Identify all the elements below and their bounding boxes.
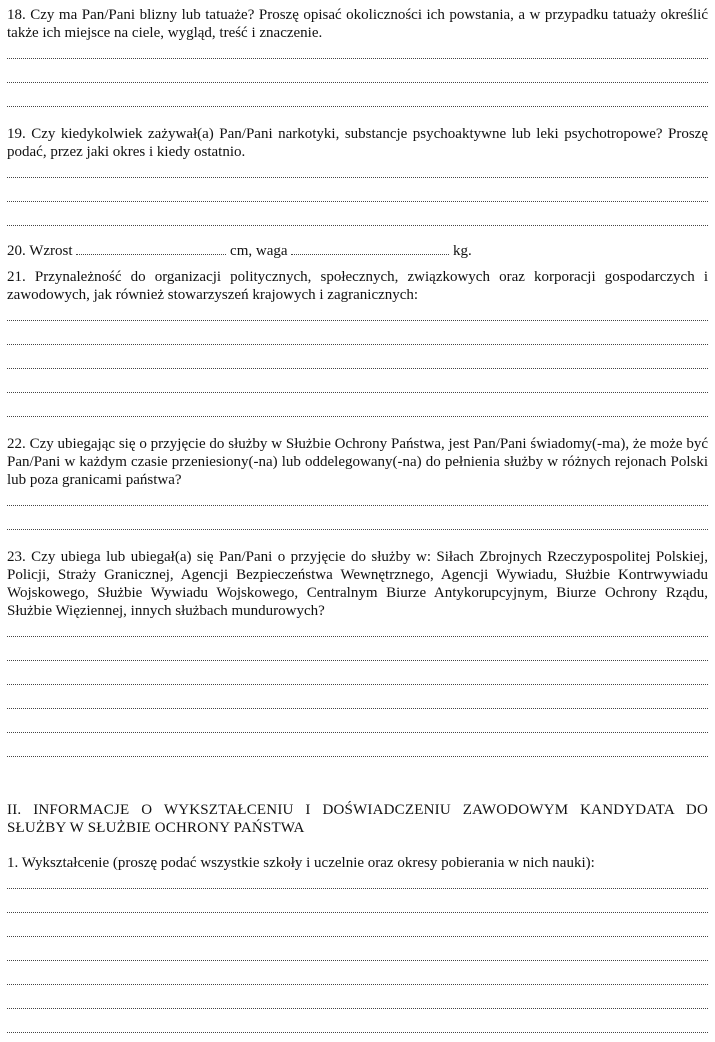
answer-line[interactable] — [7, 83, 708, 107]
answer-line[interactable] — [7, 393, 708, 417]
answer-line[interactable] — [7, 961, 708, 985]
question-18 — [7, 6, 708, 107]
question-18-text: 18. Czy ma Pan/Pani blizny lub tatuaże? Proszę opisać okoliczności ich powstania, a w przypadku tatuaży określić także ich miejsce na ciele, wygląd, treść i znaczenie. — [7, 7, 708, 41]
answer-line[interactable] — [7, 620, 708, 637]
answer-line[interactable] — [7, 489, 708, 506]
question-20-height-unit: cm, waga — [230, 243, 288, 259]
section-2-question-1-text: 1. Wykształcenie (proszę podać wszystkie szkoły i uczelnie oraz okresy pobierania w nich nauki): — [7, 855, 595, 871]
answer-line[interactable] — [7, 161, 708, 178]
answer-line[interactable] — [7, 506, 708, 530]
question-23-text: 23. Czy ubiega lub ubiegał(a) się Pan/Pani o przyjęcie do służby w: Siłach Zbrojnych Rzeczypospolitej Polskiej, Policji, Straży Granicznej, Agencji Bezpieczeństwa Wewnętrznego, Agencji Wywiadu, Służbie Kontrwywiadu Wojskowego, Służbie Wywiadu Wojskowego, Centralnym Biurze Antykorupcyjnym, Biurze Ochrony Rządu, Służbie Więziennej, innych służbach mundurowych? — [7, 549, 708, 619]
answer-line[interactable] — [7, 345, 708, 369]
question-21-text: 21. Przynależność do organizacji politycznych, społecznych, związkowych oraz korporacji gospodarczych i zawodowych, jak również stowarzyszeń krajowych i zagranicznych: — [7, 269, 708, 303]
question-23 — [7, 548, 708, 757]
answer-line[interactable] — [7, 985, 708, 1009]
answer-line[interactable] — [7, 872, 708, 889]
answer-line[interactable] — [7, 59, 708, 83]
question-21 — [7, 268, 708, 417]
answer-line[interactable] — [7, 889, 708, 913]
question-20-weight-unit: kg. — [453, 243, 472, 259]
height-field[interactable] — [76, 242, 226, 255]
question-19-text: 19. Czy kiedykolwiek zażywał(a) Pan/Pani narkotyki, substancje psychoaktywne lub leki psychotropowe? Proszę podać, przez jaki okres i kiedy ostatnio. — [7, 126, 708, 160]
question-22 — [7, 435, 708, 530]
answer-line[interactable] — [7, 661, 708, 685]
section-2-title: II. INFORMACJE O WYKSZTAŁCENIU I DOŚWIADCZENIU ZAWODOWYM KANDYDATA DO SŁUŻBY W SŁUŻBIE OCHRONY PAŃSTWA — [7, 802, 708, 836]
question-20 — [7, 242, 708, 266]
weight-field[interactable] — [291, 242, 449, 255]
answer-line[interactable] — [7, 369, 708, 393]
answer-line[interactable] — [7, 202, 708, 226]
answer-line[interactable] — [7, 321, 708, 345]
question-19 — [7, 125, 708, 226]
answer-line[interactable] — [7, 1009, 708, 1033]
answer-line[interactable] — [7, 733, 708, 757]
question-22-text: 22. Czy ubiegając się o przyjęcie do służby w Służbie Ochrony Państwa, jest Pan/Pani świadomy(-ma), że może być Pan/Pani w każdym czasie przeniesiony(-na) lub oddelegowany(-na) do pełnienia służby w różnych rejonach Polski lub poza granicami państwa? — [7, 436, 708, 488]
answer-line[interactable] — [7, 913, 708, 937]
section-2 — [7, 801, 708, 837]
question-20-prefix: 20. Wzrost — [7, 243, 73, 259]
answer-line[interactable] — [7, 178, 708, 202]
answer-line[interactable] — [7, 304, 708, 321]
answer-line[interactable] — [7, 637, 708, 661]
section-2-question-1 — [7, 854, 708, 1033]
answer-line[interactable] — [7, 42, 708, 59]
answer-line[interactable] — [7, 685, 708, 709]
answer-line[interactable] — [7, 937, 708, 961]
answer-line[interactable] — [7, 709, 708, 733]
